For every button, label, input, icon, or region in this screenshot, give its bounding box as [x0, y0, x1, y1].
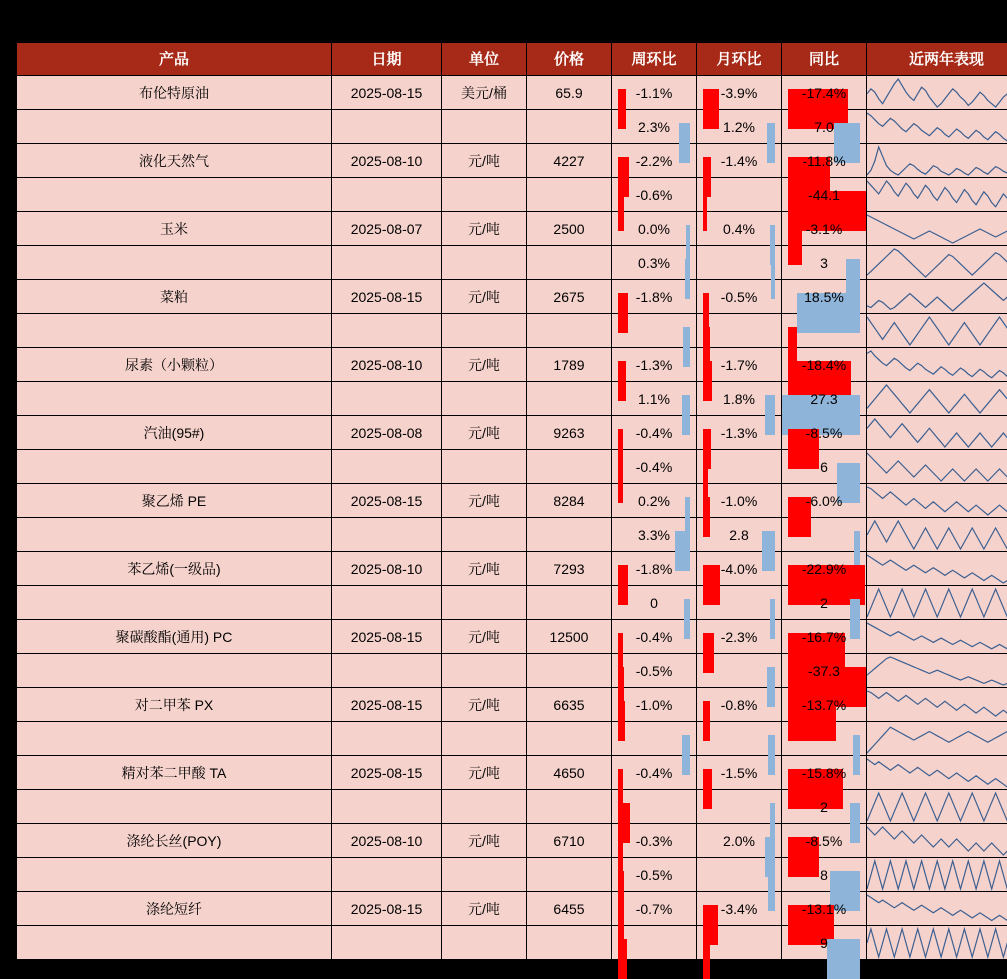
- cell-price: [527, 586, 612, 620]
- delta-value: 0.4%: [723, 221, 755, 237]
- delta-bar: [618, 191, 624, 231]
- col-header-date: 日期: [332, 43, 442, 76]
- cell-date: [332, 790, 442, 824]
- sparkline: [867, 892, 1007, 925]
- cell-price: [527, 450, 612, 484]
- cell-date: 2025-08-15: [332, 280, 442, 314]
- delta-bar: [703, 701, 710, 741]
- delta-value: -8.5%: [806, 425, 843, 441]
- cell-trend: [867, 858, 1007, 892]
- cell-price: [527, 246, 612, 280]
- cell-unit: [442, 178, 527, 212]
- sparkline: [867, 314, 1007, 347]
- cell-date: 2025-08-10: [332, 824, 442, 858]
- cell-product: [17, 654, 332, 688]
- delta-value: -0.8%: [721, 697, 758, 713]
- sparkline: [867, 484, 1007, 517]
- cell-trend: [867, 314, 1007, 348]
- cell-date: 2025-08-15: [332, 620, 442, 654]
- sparkline: [867, 518, 1007, 551]
- cell-wow: [612, 450, 697, 484]
- cell-trend: [867, 484, 1007, 518]
- cell-trend: [867, 76, 1007, 110]
- cell-unit: 美元/桶: [442, 76, 527, 110]
- delta-value: -0.4%: [636, 459, 673, 475]
- cell-product: 液化天然气: [17, 144, 332, 178]
- sparkline: [867, 450, 1007, 483]
- table-row: [17, 654, 1007, 688]
- delta-value: 2: [820, 595, 828, 611]
- cell-unit: [442, 246, 527, 280]
- delta-bar: [762, 531, 775, 571]
- delta-value: 1.1%: [638, 391, 670, 407]
- delta-value: -17.4%: [802, 85, 846, 101]
- cell-product: 聚碳酸酯(通用) PC: [17, 620, 332, 654]
- sparkline: [867, 178, 1007, 211]
- cell-date: 2025-08-10: [332, 552, 442, 586]
- table-row: [17, 348, 1007, 382]
- cell-price: 6455: [527, 892, 612, 926]
- col-header-mom: 月环比: [697, 43, 782, 76]
- cell-product: [17, 790, 332, 824]
- cell-wow: [612, 688, 697, 722]
- delta-value: -0.4%: [636, 629, 673, 645]
- delta-value: -1.7%: [721, 357, 758, 373]
- delta-value: -0.5%: [636, 867, 673, 883]
- cell-unit: [442, 450, 527, 484]
- cell-price: 8284: [527, 484, 612, 518]
- delta-value: -2.2%: [636, 153, 673, 169]
- cell-price: [527, 926, 612, 960]
- cell-unit: 元/吨: [442, 824, 527, 858]
- cell-unit: 元/吨: [442, 552, 527, 586]
- cell-date: 2025-08-15: [332, 688, 442, 722]
- cell-mom: [697, 212, 782, 246]
- cell-unit: 元/吨: [442, 212, 527, 246]
- cell-date: [332, 314, 442, 348]
- cell-unit: [442, 110, 527, 144]
- delta-value: -1.0%: [721, 493, 758, 509]
- cell-date: [332, 926, 442, 960]
- cell-trend: [867, 110, 1007, 144]
- cell-mom: [697, 76, 782, 110]
- price-table: [16, 42, 1007, 960]
- delta-value: -44.1: [808, 187, 840, 203]
- delta-value: 9: [820, 935, 828, 951]
- cell-product: 对二甲苯 PX: [17, 688, 332, 722]
- delta-value: -1.8%: [636, 289, 673, 305]
- cell-mom: [697, 280, 782, 314]
- delta-bar: [618, 463, 623, 503]
- col-header-product: 产品: [17, 43, 332, 76]
- cell-wow: [612, 518, 697, 552]
- delta-bar: [767, 667, 775, 707]
- cell-unit: [442, 722, 527, 756]
- cell-price: 4227: [527, 144, 612, 178]
- cell-date: 2025-08-10: [332, 348, 442, 382]
- delta-bar: [618, 293, 628, 333]
- delta-value: 2.0%: [723, 833, 755, 849]
- cell-product: 涤纶长丝(POY): [17, 824, 332, 858]
- table-row: [17, 246, 1007, 280]
- cell-price: 65.9: [527, 76, 612, 110]
- cell-price: 1789: [527, 348, 612, 382]
- cell-unit: 元/吨: [442, 756, 527, 790]
- cell-price: 4650: [527, 756, 612, 790]
- delta-value: -6.0%: [806, 493, 843, 509]
- delta-bar: [684, 599, 690, 639]
- delta-value: 0.0%: [638, 221, 670, 237]
- delta-value: 27.3: [810, 391, 837, 407]
- delta-bar: [703, 633, 714, 673]
- table-row: [17, 110, 1007, 144]
- cell-trend: [867, 688, 1007, 722]
- delta-value: 2.8: [729, 527, 748, 543]
- cell-unit: [442, 586, 527, 620]
- cell-unit: 元/吨: [442, 892, 527, 926]
- delta-bar: [679, 123, 690, 163]
- delta-bar: [703, 497, 710, 537]
- cell-date: 2025-08-10: [332, 144, 442, 178]
- delta-value: -0.4%: [636, 765, 673, 781]
- cell-wow: [612, 858, 697, 892]
- cell-date: [332, 382, 442, 416]
- delta-bar: [685, 259, 690, 299]
- cell-date: [332, 450, 442, 484]
- cell-trend: [867, 518, 1007, 552]
- table-row: [17, 382, 1007, 416]
- cell-price: 2500: [527, 212, 612, 246]
- delta-value: -0.7%: [636, 901, 673, 917]
- cell-product: 尿素（小颗粒）: [17, 348, 332, 382]
- cell-wow: [612, 790, 697, 824]
- cell-product: 精对苯二甲酸 TA: [17, 756, 332, 790]
- delta-bar: [768, 871, 775, 911]
- table-row: [17, 926, 1007, 960]
- cell-mom: [697, 314, 782, 348]
- delta-value: -8.5%: [806, 833, 843, 849]
- cell-trend: [867, 654, 1007, 688]
- cell-unit: 元/吨: [442, 484, 527, 518]
- cell-wow: [612, 280, 697, 314]
- cell-unit: 元/吨: [442, 688, 527, 722]
- cell-trend: [867, 246, 1007, 280]
- table-row: [17, 450, 1007, 484]
- cell-trend: [867, 144, 1007, 178]
- delta-bar: [675, 531, 690, 571]
- cell-price: 6710: [527, 824, 612, 858]
- delta-value: 2.3%: [638, 119, 670, 135]
- delta-value: -13.7%: [802, 697, 846, 713]
- cell-price: [527, 518, 612, 552]
- cell-trend: [867, 280, 1007, 314]
- delta-bar: [618, 565, 628, 605]
- cell-date: [332, 110, 442, 144]
- cell-price: [527, 110, 612, 144]
- cell-date: [332, 586, 442, 620]
- cell-date: 2025-08-15: [332, 756, 442, 790]
- table-body: [17, 76, 1007, 960]
- delta-bar: [703, 939, 710, 979]
- cell-date: [332, 178, 442, 212]
- cell-date: 2025-08-15: [332, 892, 442, 926]
- cell-trend: [867, 620, 1007, 654]
- cell-product: 玉米: [17, 212, 332, 246]
- delta-bar: [850, 803, 860, 843]
- sparkline: [867, 756, 1007, 789]
- delta-value: -1.0%: [636, 697, 673, 713]
- cell-unit: [442, 382, 527, 416]
- col-header-price: 价格: [527, 43, 612, 76]
- cell-unit: 元/吨: [442, 620, 527, 654]
- cell-product: [17, 586, 332, 620]
- cell-yoy: [782, 76, 867, 110]
- delta-bar: [618, 361, 626, 401]
- cell-product: [17, 518, 332, 552]
- delta-value: -0.5%: [721, 289, 758, 305]
- delta-bar: [770, 599, 775, 639]
- delta-value: 8: [820, 867, 828, 883]
- cell-unit: 元/吨: [442, 280, 527, 314]
- delta-bar: [682, 735, 690, 775]
- sparkline: [867, 688, 1007, 721]
- cell-price: 7293: [527, 552, 612, 586]
- cell-price: [527, 722, 612, 756]
- cell-product: 涤纶短纤: [17, 892, 332, 926]
- delta-value: -22.9%: [802, 561, 846, 577]
- col-header-yoy: 同比: [782, 43, 867, 76]
- cell-trend: [867, 382, 1007, 416]
- cell-unit: [442, 654, 527, 688]
- sparkline: [867, 790, 1007, 823]
- sparkline: [867, 212, 1007, 245]
- delta-value: -0.5%: [636, 663, 673, 679]
- cell-wow: [612, 926, 697, 960]
- delta-value: -37.3: [808, 663, 840, 679]
- delta-value: -1.8%: [636, 561, 673, 577]
- delta-bar: [827, 939, 860, 979]
- cell-wow: [612, 76, 697, 110]
- cell-date: [332, 518, 442, 552]
- cell-product: 汽油(95#): [17, 416, 332, 450]
- table-row: [17, 178, 1007, 212]
- cell-product: [17, 382, 332, 416]
- cell-trend: [867, 790, 1007, 824]
- delta-value: 0: [650, 595, 658, 611]
- cell-price: 12500: [527, 620, 612, 654]
- delta-bar: [788, 225, 802, 265]
- delta-value: 6: [820, 459, 828, 475]
- cell-trend: [867, 552, 1007, 586]
- cell-date: [332, 654, 442, 688]
- cell-product: [17, 314, 332, 348]
- cell-product: [17, 246, 332, 280]
- cell-wow: [612, 654, 697, 688]
- cell-trend: [867, 586, 1007, 620]
- delta-bar: [618, 939, 627, 979]
- sparkline: [867, 348, 1007, 381]
- cell-unit: 元/吨: [442, 144, 527, 178]
- delta-bar: [703, 361, 712, 401]
- delta-value: -18.4%: [802, 357, 846, 373]
- sparkline: [867, 280, 1007, 313]
- sparkline: [867, 858, 1007, 891]
- delta-bar: [683, 327, 690, 367]
- cell-trend: [867, 450, 1007, 484]
- sparkline: [867, 246, 1007, 279]
- delta-value: 3: [820, 255, 828, 271]
- delta-bar: [703, 89, 719, 129]
- cell-mom: [697, 484, 782, 518]
- delta-value: -11.8%: [802, 153, 845, 169]
- delta-value: -4.0%: [721, 561, 758, 577]
- cell-price: [527, 178, 612, 212]
- delta-bar: [767, 123, 775, 163]
- delta-value: -15.8%: [802, 765, 846, 781]
- delta-value: -0.3%: [636, 833, 673, 849]
- delta-value: -13.1%: [802, 901, 846, 917]
- delta-bar: [765, 395, 775, 435]
- table-row: [17, 518, 1007, 552]
- cell-wow: [612, 212, 697, 246]
- cell-wow: [612, 892, 697, 926]
- cell-product: 苯乙烯(一级品): [17, 552, 332, 586]
- sparkline: [867, 620, 1007, 653]
- delta-value: -1.4%: [721, 153, 758, 169]
- delta-value: -3.1%: [806, 221, 843, 237]
- cell-trend: [867, 416, 1007, 450]
- cell-date: 2025-08-15: [332, 76, 442, 110]
- delta-value: 3.3%: [638, 527, 670, 543]
- cell-product: 聚乙烯 PE: [17, 484, 332, 518]
- delta-value: -16.7%: [802, 629, 846, 645]
- cell-trend: [867, 348, 1007, 382]
- cell-product: 菜粕: [17, 280, 332, 314]
- cell-unit: [442, 314, 527, 348]
- cell-unit: [442, 790, 527, 824]
- delta-bar: [618, 701, 625, 741]
- delta-value: -0.4%: [636, 425, 673, 441]
- cell-product: [17, 926, 332, 960]
- delta-value: -3.9%: [721, 85, 758, 101]
- cell-price: 2675: [527, 280, 612, 314]
- cell-wow: [612, 484, 697, 518]
- sparkline: [867, 144, 1007, 177]
- cell-trend: [867, 722, 1007, 756]
- cell-date: 2025-08-07: [332, 212, 442, 246]
- delta-bar: [850, 599, 860, 639]
- sparkline: [867, 824, 1007, 857]
- delta-value: -3.4%: [721, 901, 758, 917]
- col-header-trend: 近两年表现: [867, 43, 1007, 76]
- delta-value: -1.3%: [721, 425, 758, 441]
- sparkline: [867, 76, 1007, 109]
- cell-price: [527, 314, 612, 348]
- cell-price: [527, 654, 612, 688]
- cell-unit: [442, 926, 527, 960]
- sparkline: [867, 926, 1007, 959]
- cell-price: 6635: [527, 688, 612, 722]
- sparkline: [867, 722, 1007, 755]
- delta-value: -1.1%: [636, 85, 673, 101]
- cell-trend: [867, 178, 1007, 212]
- cell-product: [17, 858, 332, 892]
- table-row: [17, 790, 1007, 824]
- delta-value: 18.5%: [804, 289, 844, 305]
- delta-value: 1.8%: [723, 391, 755, 407]
- cell-unit: [442, 858, 527, 892]
- cell-wow: [612, 246, 697, 280]
- cell-date: [332, 722, 442, 756]
- col-header-unit: 单位: [442, 43, 527, 76]
- delta-bar: [768, 735, 775, 775]
- delta-bar: [618, 89, 626, 129]
- cell-product: [17, 722, 332, 756]
- cell-trend: [867, 824, 1007, 858]
- cell-date: [332, 246, 442, 280]
- sparkline: [867, 586, 1007, 619]
- cell-trend: [867, 892, 1007, 926]
- cell-date: 2025-08-08: [332, 416, 442, 450]
- cell-date: [332, 858, 442, 892]
- delta-value: 0.3%: [638, 255, 670, 271]
- table-row: [17, 722, 1007, 756]
- cell-unit: [442, 518, 527, 552]
- sparkline: [867, 654, 1007, 687]
- table-row: [17, 858, 1007, 892]
- cell-product: 布伦特原油: [17, 76, 332, 110]
- sparkline: [867, 382, 1007, 415]
- cell-price: 9263: [527, 416, 612, 450]
- cell-unit: 元/吨: [442, 348, 527, 382]
- delta-bar: [703, 565, 720, 605]
- sparkline: [867, 110, 1007, 143]
- col-header-wow: 周环比: [612, 43, 697, 76]
- delta-bar: [703, 191, 707, 231]
- cell-product: [17, 450, 332, 484]
- cell-price: [527, 858, 612, 892]
- delta-value: 1.2%: [723, 119, 755, 135]
- delta-value: -2.3%: [721, 629, 758, 645]
- delta-bar: [771, 259, 775, 299]
- cell-unit: 元/吨: [442, 416, 527, 450]
- delta-value: 0.2%: [638, 493, 670, 509]
- cell-price: [527, 382, 612, 416]
- table-row: [17, 76, 1007, 110]
- cell-mom: [697, 620, 782, 654]
- delta-value: 7.0: [814, 119, 833, 135]
- cell-trend: [867, 756, 1007, 790]
- sparkline: [867, 552, 1007, 585]
- cell-product: [17, 110, 332, 144]
- delta-bar: [703, 769, 712, 809]
- delta-value: 2: [820, 799, 828, 815]
- delta-value: -1.5%: [721, 765, 758, 781]
- cell-trend: [867, 926, 1007, 960]
- cell-product: [17, 178, 332, 212]
- cell-date: 2025-08-15: [332, 484, 442, 518]
- table-header-row: [17, 43, 1007, 76]
- delta-bar: [682, 395, 690, 435]
- delta-value: -0.6%: [636, 187, 673, 203]
- sparkline: [867, 416, 1007, 449]
- cell-price: [527, 790, 612, 824]
- cell-trend: [867, 212, 1007, 246]
- delta-bar: [853, 735, 860, 775]
- delta-value: -1.3%: [636, 357, 673, 373]
